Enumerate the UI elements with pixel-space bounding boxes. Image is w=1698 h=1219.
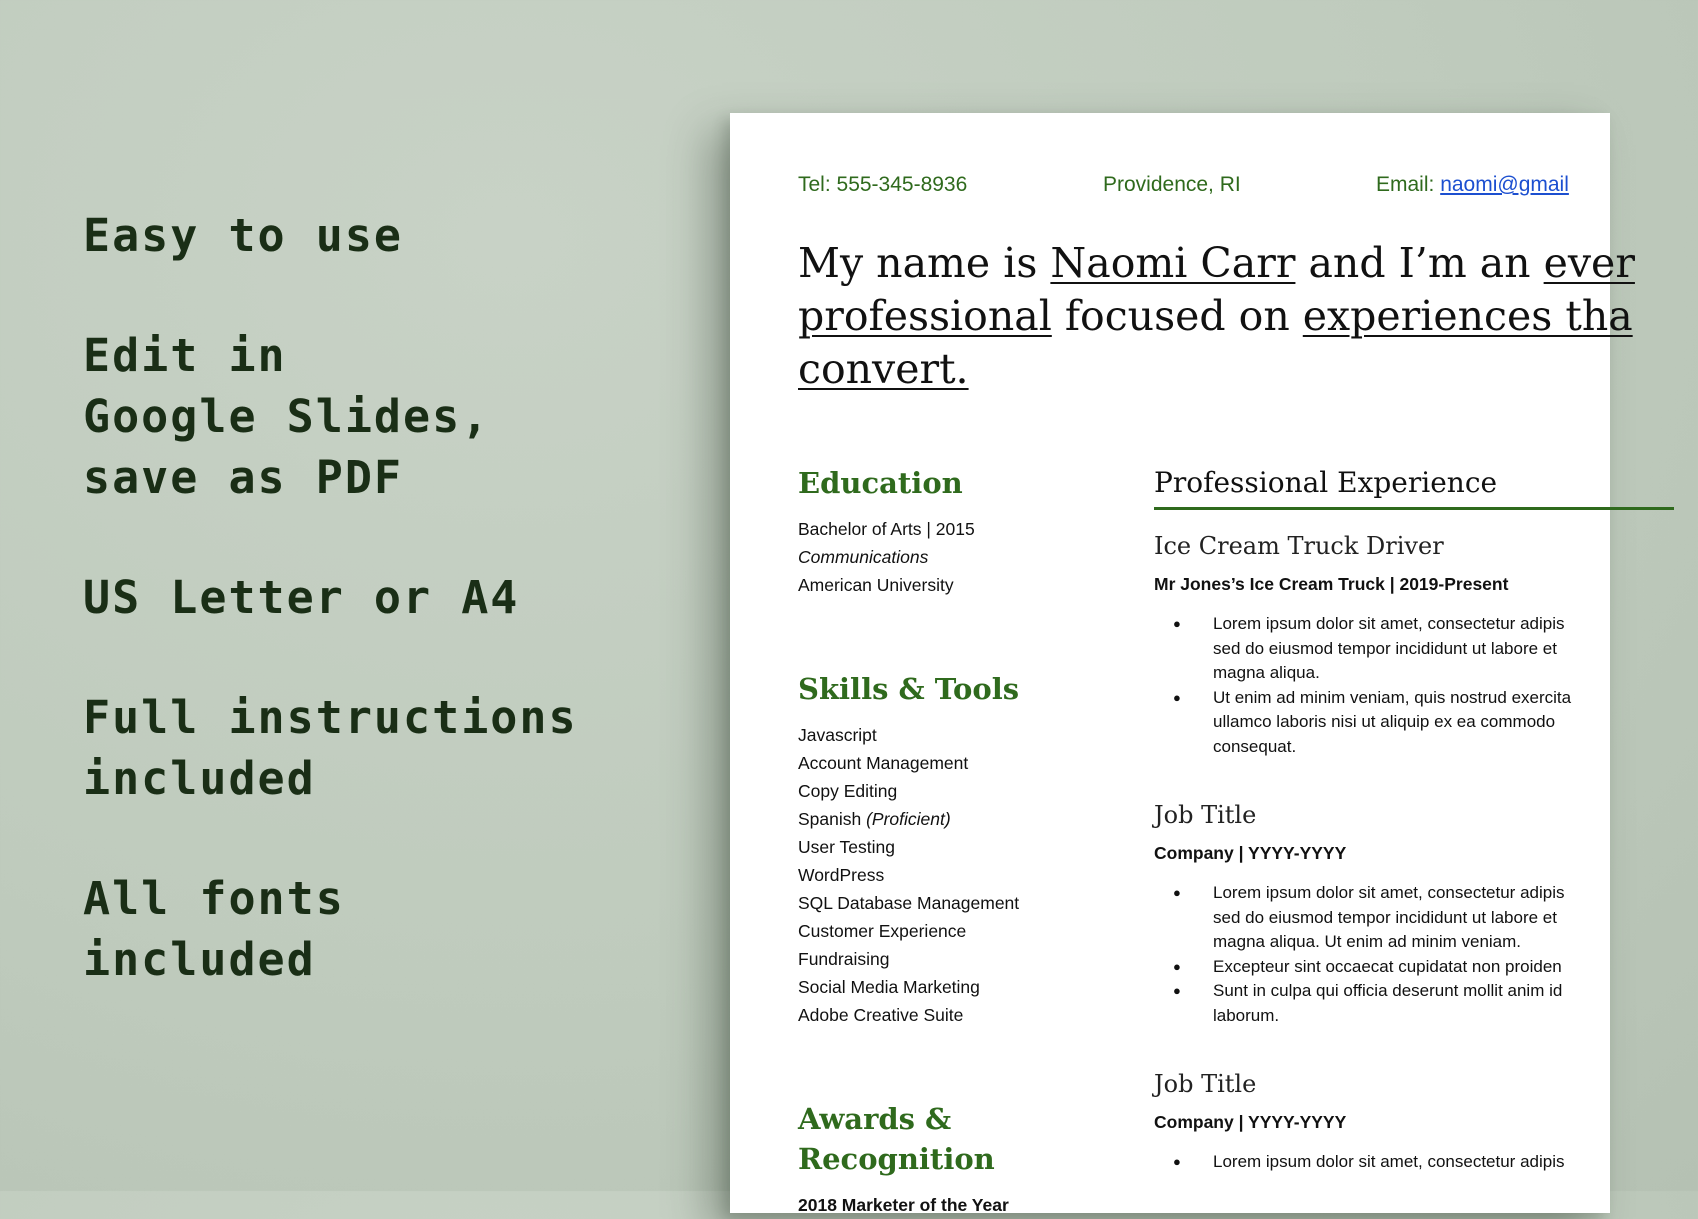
job-bullet <box>1154 686 1674 760</box>
skill-item: WordPress <box>798 865 885 885</box>
skill-item-spanish <box>798 805 1118 833</box>
feature-fonts: All fonts included <box>83 872 345 986</box>
job-title: Job Title <box>1154 1070 1257 1098</box>
awards-list <box>798 1191 1118 1219</box>
bullet-text: Lorem ipsum dolor sit amet, consectetur adipis <box>1213 1152 1565 1171</box>
intro-emphasis: professional <box>798 292 1052 340</box>
experience-heading: Professional Experience <box>1154 463 1674 510</box>
bullet-text: Lorem ipsum dolor sit amet, consectetur adipis sed do eiusmod tempor incididunt ut labore et magna aliqua. <box>1213 614 1565 682</box>
left-column <box>798 463 1118 1219</box>
job-bullet <box>1154 881 1674 955</box>
job-company: Company | YYYY-YYYY <box>1154 1112 1347 1132</box>
job-company: Mr Jones’s Ice Cream Truck | 2019-Present <box>1154 574 1509 594</box>
awards-section <box>798 1099 1118 1219</box>
skill-item: Social Media Marketing <box>798 977 980 997</box>
education-degree: Bachelor of Arts | 2015 <box>798 519 975 539</box>
intro-line-2 <box>798 290 1698 343</box>
intro-name: Naomi Carr <box>1050 239 1296 287</box>
contact-line <box>798 173 1698 197</box>
contact-email <box>1376 173 1569 197</box>
education-school: American University <box>798 575 954 595</box>
skills-section <box>798 669 1118 1029</box>
education-major: Communications <box>798 547 929 567</box>
skill-item: Fundraising <box>798 949 890 969</box>
job-bullets <box>1154 612 1674 759</box>
skills-heading: Skills & Tools <box>798 672 1020 706</box>
feature-instructions: Full instructions included <box>83 691 578 805</box>
job-title: Ice Cream Truck Driver <box>1154 532 1444 560</box>
bullet-text: Lorem ipsum dolor sit amet, consectetur adipis sed do eiusmod tempor incididunt ut labore et magna aliqua. Ut enim ad minim veniam. <box>1213 883 1565 951</box>
job-bullet <box>1154 612 1674 686</box>
job-entry <box>1154 1068 1674 1175</box>
skill-item: SQL Database Management <box>798 893 1020 913</box>
job-title: Job Title <box>1154 801 1257 829</box>
skill-item: User Testing <box>798 837 895 857</box>
intro-emphasis: ever <box>1543 239 1635 287</box>
feature-easy-to-use: Easy to use <box>83 209 404 262</box>
right-column <box>1154 463 1674 1175</box>
intro-line-1 <box>798 237 1698 290</box>
job-bullet <box>1154 979 1674 1028</box>
email-link[interactable]: naomi@gmail <box>1440 173 1569 196</box>
bullet-text: Ut enim ad minim veniam, quis nostrud exercita ullamco laboris nisi ut aliquip ex ea commodo consequat. <box>1213 687 1572 756</box>
job-bullet <box>1154 955 1674 980</box>
job-entry <box>1154 799 1674 1028</box>
contact-location: Providence, RI <box>1103 173 1241 196</box>
job-entry <box>1154 530 1674 759</box>
job-bullet <box>1154 1150 1674 1175</box>
contact-tel: Tel: 555-345-8936 <box>798 173 968 196</box>
intro-line-3 <box>798 343 1698 396</box>
education-heading: Education <box>798 466 963 500</box>
skill-item: Javascript <box>798 725 877 745</box>
skill-level: (Proficient) <box>866 809 951 829</box>
job-company: Company | YYYY-YYYY <box>1154 843 1347 863</box>
bullet-text: Sunt in culpa qui officia deserunt mollit anim id laborum. <box>1213 981 1563 1025</box>
bullet-text: Excepteur sint occaecat cupidatat non proiden <box>1213 956 1562 976</box>
intro-text: focused on <box>1051 292 1303 340</box>
skill-item: Account Management <box>798 753 969 773</box>
job-bullets <box>1154 881 1674 1028</box>
skill-item: Adobe Creative Suite <box>798 1005 964 1025</box>
resume-page <box>730 113 1635 1215</box>
intro-statement <box>798 237 1698 396</box>
feature-paper-size: US Letter or A4 <box>83 571 520 624</box>
feature-edit-google-slides: Edit in Google Slides, save as PDF <box>83 329 491 504</box>
skills-list <box>798 721 1118 1029</box>
education-details <box>798 515 1118 599</box>
intro-emphasis: experiences tha <box>1302 292 1633 340</box>
intro-text: and I’m an <box>1295 239 1544 287</box>
skill-item: Spanish <box>798 809 867 829</box>
intro-emphasis: convert. <box>798 345 969 393</box>
award-item: 2018 Marketer of the Year <box>798 1195 1009 1215</box>
skill-item: Customer Experience <box>798 921 967 941</box>
skill-item: Copy Editing <box>798 781 898 801</box>
education-section <box>798 463 1118 599</box>
job-bullets <box>1154 1150 1674 1175</box>
email-label: Email: <box>1376 173 1441 196</box>
feature-list <box>83 205 683 990</box>
intro-text: My name is <box>798 239 1051 287</box>
awards-heading: Awards & Recognition <box>798 1102 995 1176</box>
